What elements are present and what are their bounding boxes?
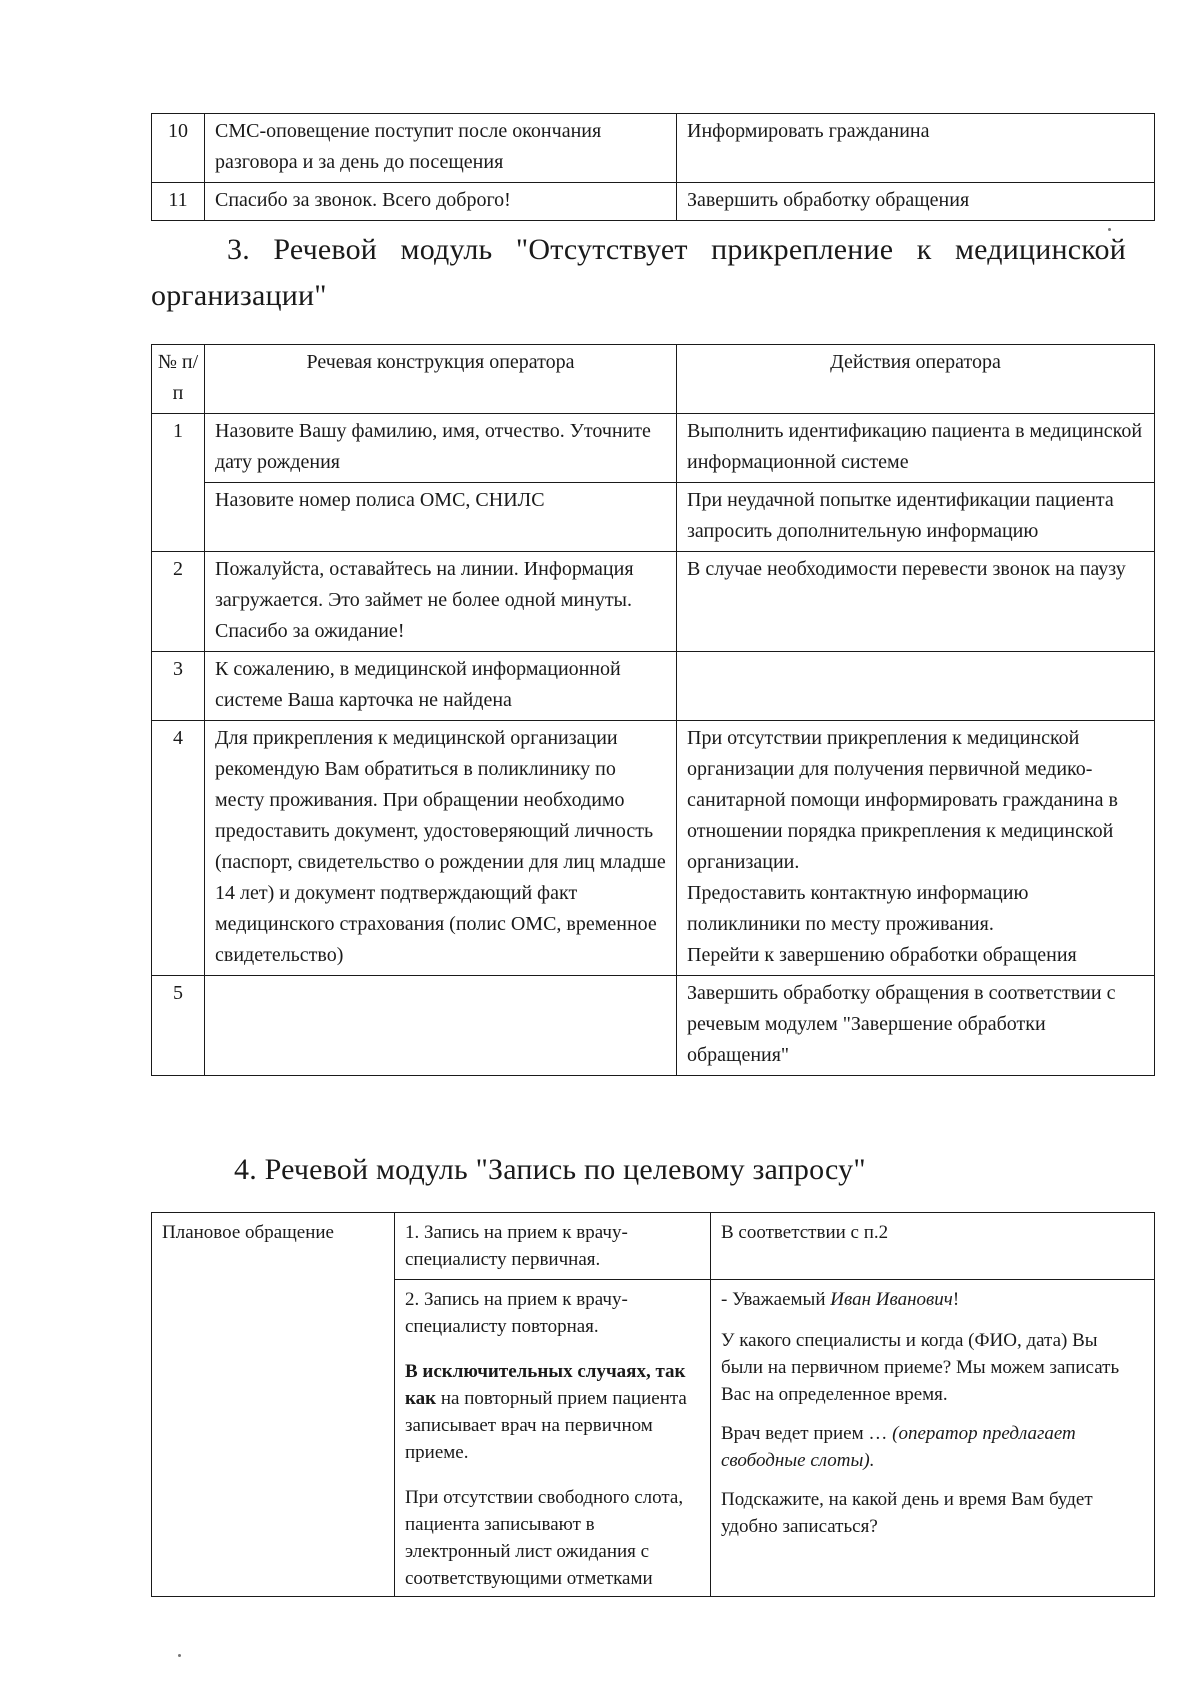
doctor-slots xyxy=(721,1420,1144,1474)
specialist-question: У какого специалисты и когда (ФИО, дата) Вы были на первичном приеме? Мы можем записать Вас на определенное время. xyxy=(721,1330,1120,1405)
table-row xyxy=(152,552,1155,652)
row-number: 3 xyxy=(152,652,205,721)
operator-speech: СМС-оповещение поступит после окончания разговора и за день до посещения xyxy=(205,114,677,183)
operator-speech: Спасибо за звонок. Всего доброго! xyxy=(205,183,677,221)
row-number: 2 xyxy=(152,552,205,652)
table-row xyxy=(152,1213,1155,1280)
greeting-suffix: ! xyxy=(952,1289,960,1310)
operator-action: В соответствии с п.2 xyxy=(711,1213,1155,1280)
scan-speck xyxy=(1108,228,1111,231)
operator-speech: Пожалуйста, оставайтесь на линии. Информация загружается. Это займет не более одной минуты. Спасибо за ожидание! xyxy=(205,552,677,652)
operator-action: Выполнить идентификацию пациента в медицинской информационной системе xyxy=(677,414,1155,483)
appointment-type-repeat xyxy=(395,1280,711,1597)
row-number: 1 xyxy=(152,414,205,552)
operator-action: При неудачной попытке идентификации пациента запросить дополнительную информацию xyxy=(677,483,1155,552)
exception-note xyxy=(405,1358,700,1466)
operator-action: В случае необходимости перевести звонок на паузу xyxy=(677,552,1155,652)
operator-speech: Назовите Вашу фамилию, имя, отчество. Уточните дату рождения xyxy=(205,414,677,483)
table-row xyxy=(152,721,1155,976)
operator-action xyxy=(677,652,1155,721)
greeting-prefix: - Уважаемый xyxy=(721,1289,831,1310)
table-row xyxy=(152,114,1155,183)
continuation-table xyxy=(151,113,1155,221)
table-row xyxy=(152,976,1155,1076)
column-header-number: № п/п xyxy=(152,345,205,414)
exception-note-bold: В исключительных случаях, так как xyxy=(405,1361,686,1409)
speech-module-table xyxy=(151,344,1155,1076)
operator-speech xyxy=(205,976,677,1076)
row-number: 11 xyxy=(152,183,205,221)
scan-speck xyxy=(178,1654,181,1657)
row-number: 10 xyxy=(152,114,205,183)
operator-speech: Для прикрепления к медицинской организации рекомендую Вам обратиться в поликлинику по месту проживания. При обращении необходимо предоставить документ, удостоверяющий личность (паспорт, свидетельство о рождении для лиц младше 14 лет) и документ подтверждающий факт медицинского страхования (полис ОМС, временное свидетельство) xyxy=(205,721,677,976)
table-row xyxy=(152,414,1155,483)
column-header-action: Действия оператора xyxy=(677,345,1155,414)
section-3-heading xyxy=(151,227,1126,319)
doctor-slots-note: (оператор предлагает свободные слоты). xyxy=(721,1423,1076,1471)
section-3-title: Речевой модуль "Отсутствует прикрепление к медицинской организации" xyxy=(151,233,1126,312)
operator-action: Завершить обработку обращения xyxy=(677,183,1155,221)
exception-note-text: на повторный прием пациента записывает врач на первичном приеме. xyxy=(405,1388,687,1463)
operator-speech: К сожалению, в медицинской информационной системе Ваша карточка не найдена xyxy=(205,652,677,721)
operator-action: При отсутствии прикрепления к медицинской организации для получения первичной медико-санитарной помощи информировать гражданина в отношении порядка прикрепления к медицинской организации. Предоставить контактную информацию поликлиники по месту проживания. Перейти к завершению обработки обращения xyxy=(677,721,1155,976)
table-row xyxy=(152,652,1155,721)
greeting xyxy=(721,1286,1144,1313)
operator-action: Завершить обработку обращения в соответствии с речевым модулем "Завершение обработки обращения" xyxy=(677,976,1155,1076)
ask-time: Подскажите, на какой день и время Вам будет удобно записаться? xyxy=(721,1489,1093,1537)
request-category: Плановое обращение xyxy=(152,1213,395,1597)
row-number: 4 xyxy=(152,721,205,976)
appointment-type: 2. Запись на прием к врачу-специалисту повторная. xyxy=(405,1289,628,1337)
section-4-heading: 4. Речевой модуль "Запись по целевому запросу" xyxy=(234,1153,866,1186)
appointment-type: 1. Запись на прием к врачу-специалисту первичная. xyxy=(395,1213,711,1280)
operator-action: Информировать гражданина xyxy=(677,114,1155,183)
operator-script xyxy=(711,1280,1155,1597)
section-3-number: 3. xyxy=(227,233,250,266)
table-row xyxy=(152,483,1155,552)
column-header-speech: Речевая конструкция оператора xyxy=(205,345,677,414)
greeting-name: Иван Иванович xyxy=(830,1289,953,1310)
row-number: 5 xyxy=(152,976,205,1076)
table-header-row xyxy=(152,345,1155,414)
table-row xyxy=(152,183,1155,221)
waitlist-note: При отсутствии свободного слота, пациента записывают в электронный лист ожидания с соответствующими отметками xyxy=(405,1487,684,1589)
operator-speech: Назовите номер полиса ОМС, СНИЛС xyxy=(205,483,677,552)
targeted-request-table xyxy=(151,1212,1155,1597)
doctor-slots-text: Врач ведет прием … xyxy=(721,1423,893,1444)
